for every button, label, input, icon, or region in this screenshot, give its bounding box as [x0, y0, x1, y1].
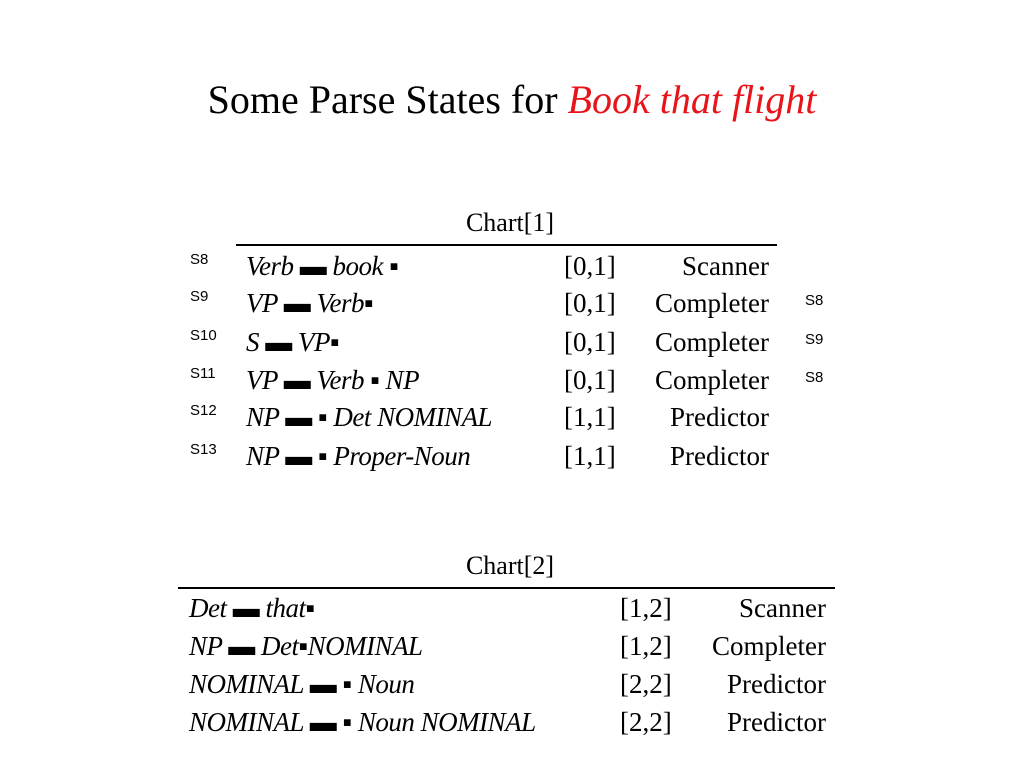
chart-rule-text: NP ▬ Det▪NOMINAL — [189, 631, 423, 661]
chart-operation: Completer — [655, 288, 769, 318]
chart-operation: Scanner — [682, 251, 769, 281]
chart-rule-text: S ▬ VP▪ — [246, 327, 340, 357]
source-state-id: S8 — [805, 292, 824, 309]
chart-2-row — [0, 627, 1024, 665]
title-emphasis: Book that flight — [567, 77, 817, 122]
chart-operation: Predictor — [670, 441, 769, 471]
state-id: S12 — [190, 402, 217, 419]
state-id: S8 — [190, 251, 209, 268]
state-id: S13 — [190, 441, 217, 458]
chart-rule-text: VP ▬ Verb▪ — [246, 288, 374, 318]
chart-operation: Predictor — [727, 707, 826, 737]
source-state-id: S9 — [805, 331, 824, 348]
slide-title — [0, 74, 1024, 126]
chart-operation: Predictor — [727, 669, 826, 699]
chart-2-row — [0, 665, 1024, 703]
chart-span: [1,2] — [620, 593, 672, 623]
source-state-id: S8 — [805, 369, 824, 386]
chart-span: [0,1] — [564, 327, 616, 357]
chart-rule-text: NOMINAL ▬ ▪ Noun — [189, 669, 415, 699]
chart-span: [0,1] — [564, 251, 616, 281]
chart-span: [2,2] — [620, 669, 672, 699]
chart-span: [1,1] — [564, 402, 616, 432]
chart-span: [0,1] — [564, 288, 616, 318]
chart-1-row — [0, 437, 1024, 475]
chart-operation: Predictor — [670, 402, 769, 432]
state-id: S9 — [190, 288, 209, 305]
title-prefix: Some Parse States for — [207, 77, 568, 122]
chart-rule-text: Det ▬ that▪ — [189, 593, 315, 623]
chart-1-heading: Chart[1] — [465, 208, 555, 237]
chart-rule-text: VP ▬ Verb ▪ NP — [246, 365, 420, 395]
chart-operation: Completer — [712, 631, 826, 661]
chart-2-heading: Chart[2] — [465, 551, 555, 580]
chart-rule-text: NP ▬ ▪ Det NOMINAL — [246, 402, 493, 432]
chart-span: [1,2] — [620, 631, 672, 661]
chart-1-rule-line — [236, 244, 777, 246]
chart-operation: Completer — [655, 327, 769, 357]
chart-span: [1,1] — [564, 441, 616, 471]
chart-rule-text: NOMINAL ▬ ▪ Noun NOMINAL — [189, 707, 536, 737]
state-id: S11 — [190, 365, 216, 382]
chart-1-row — [0, 361, 1024, 399]
chart-rule-text: NP ▬ ▪ Proper-Noun — [246, 441, 471, 471]
state-id: S10 — [190, 327, 217, 344]
chart-1-row — [0, 284, 1024, 322]
chart-span: [2,2] — [620, 707, 672, 737]
chart-1-row — [0, 247, 1024, 285]
chart-2-row — [0, 703, 1024, 741]
chart-1-row — [0, 323, 1024, 361]
chart-operation: Completer — [655, 365, 769, 395]
chart-rule-text: Verb ▬ book ▪ — [246, 251, 399, 281]
chart-span: [0,1] — [564, 365, 616, 395]
chart-operation: Scanner — [739, 593, 826, 623]
chart-2-row — [0, 589, 1024, 627]
chart-1-row — [0, 398, 1024, 436]
